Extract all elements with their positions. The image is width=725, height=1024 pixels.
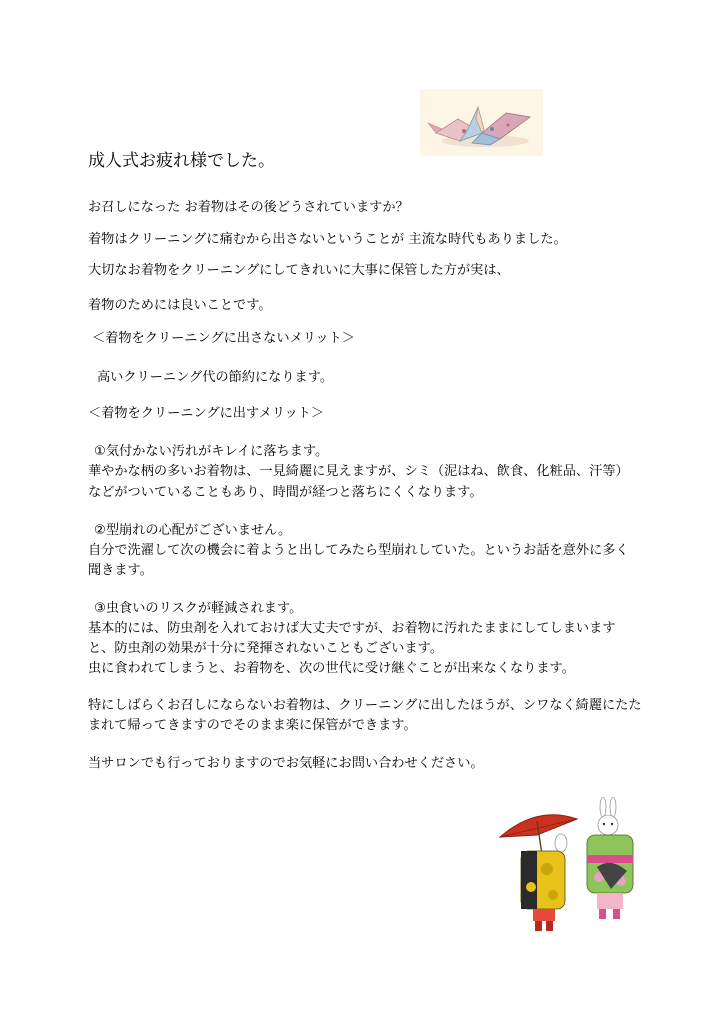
merit-3-line-2: と、防虫剤の効果が十分に発揮されないこともございます。 bbox=[88, 641, 444, 656]
heading-cleaning: ＜着物をクリーニングに出すメリット＞ bbox=[88, 406, 325, 421]
merit-2-line-1: 自分で洗濯して次の機会に着ようと出してみたら型崩れしていた。というお話を意外に多く bbox=[88, 543, 629, 558]
heading-no-cleaning: ＜着物をクリーニングに出さないメリット＞ bbox=[92, 331, 355, 346]
rabbits-umbrella-icon bbox=[495, 797, 645, 943]
page-title: 成人式お疲れ様でした。 bbox=[88, 151, 275, 171]
no-cleaning-merit: 高いクリーニング代の節約になります。 bbox=[97, 370, 334, 385]
intro-line-1: お召しになった お着物はその後どうされていますか？ bbox=[88, 200, 409, 215]
merit-1-line-1: 華やかな柄の多いお着物は、一見綺麗に見えますが、シミ（泥はね、飲食、化粧品、汗等） bbox=[88, 464, 629, 479]
merit-2-heading: ②型崩れの心配がございません。 bbox=[94, 523, 292, 538]
merit-1-line-2: などがついていることもあり、時間が経つと落ちにくくなります。 bbox=[88, 485, 483, 500]
intro-line-3: 大切なお着物をクリーニングにしてきれいに大事に保管した方が実は、 bbox=[88, 263, 510, 278]
merit-2-line-2: 聞きます。 bbox=[88, 563, 153, 578]
origami-crane-icon bbox=[420, 89, 543, 156]
closing-line-1: 特にしばらくお召しにならないお着物は、クリーニングに出したほうが、シワなく綺麗にたた bbox=[88, 698, 642, 713]
origami-crane-image bbox=[420, 89, 543, 156]
intro-line-2: 着物はクリーニングに痛むから出さないということが 主流な時代もありました。 bbox=[88, 232, 567, 247]
closing-line-2: まれて帰ってきますのでそのまま楽に保管ができます。 bbox=[88, 718, 417, 733]
merit-3-line-3: 虫に食われてしまうと、お着物を、次の世代に受け継ぐことが出来なくなります。 bbox=[88, 661, 575, 676]
intro-line-4: 着物のためには良いことです。 bbox=[88, 298, 272, 313]
merit-1-heading: ①気付かない汚れがキレイに落ちます。 bbox=[94, 444, 329, 459]
merit-3-line-1: 基本的には、防虫剤を入れておけば大丈夫ですが、お着物に汚れたままにしてしまいます bbox=[88, 621, 616, 636]
merit-3-heading: ③虫食いのリスクが軽減されます。 bbox=[94, 601, 303, 616]
kimono-rabbits-image bbox=[495, 797, 645, 943]
contact-line: 当サロンでも行っておりますのでお気軽にお問い合わせください。 bbox=[88, 756, 484, 771]
